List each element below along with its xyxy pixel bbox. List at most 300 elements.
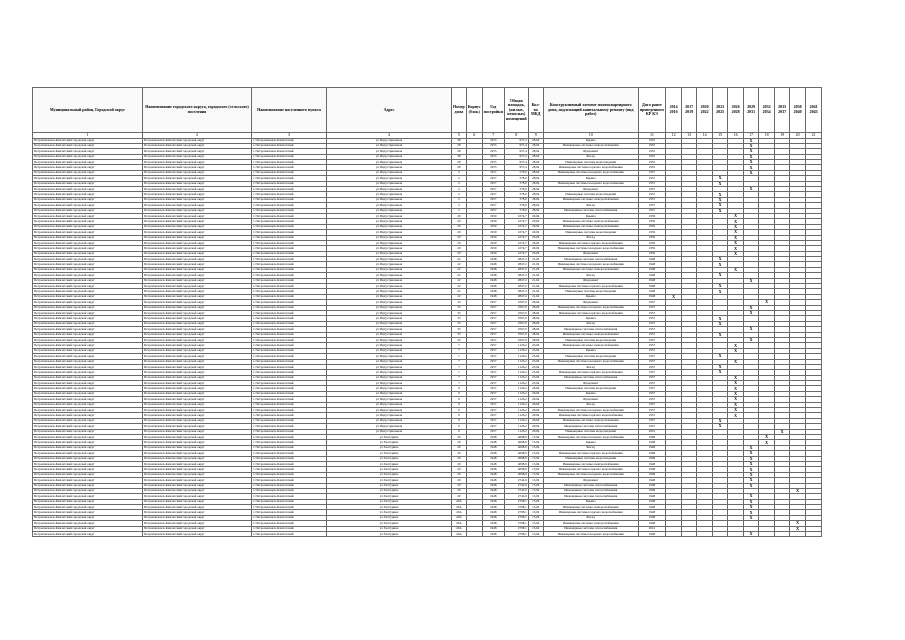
street-cell: ул Индустриальная [327, 246, 452, 251]
street-cell: ул Индустриальная [327, 418, 452, 423]
house-cell: 9 [452, 418, 467, 423]
date-cell: 1957 [638, 176, 665, 181]
period-mark: X [713, 316, 728, 321]
date-cell: 1959 [638, 213, 665, 218]
settlement-cell: Петропавловск-Камчатский городской округ [143, 478, 252, 483]
kmkd-cell: 15,04 [528, 456, 543, 461]
year-cell: 1959 [482, 230, 504, 235]
settlement-cell: Петропавловск-Камчатский городской округ [143, 359, 252, 364]
area-cell: 1126,2 [504, 364, 528, 369]
header-row [33, 88, 822, 133]
locality-cell: г. Петропавловск-Камчатский [252, 440, 327, 445]
settlement-cell: Петропавловск-Камчатский городской округ [143, 397, 252, 402]
date-cell: 1957 [638, 300, 665, 305]
street-cell: ул Индустриальная [327, 219, 452, 224]
area-cell: 2847,2 [504, 262, 528, 267]
locality-cell: г. Петропавловск-Камчатский [252, 364, 327, 369]
street-cell: ул Индустриальная [327, 337, 452, 342]
element-cell: Инженерные системы водоотведения [543, 192, 638, 197]
settlement-cell: Петропавловск-Камчатский городской округ [143, 332, 252, 337]
date-cell: 1948 [638, 483, 665, 488]
street-cell: ул Халтурина [327, 499, 452, 504]
settlement-cell: Петропавловск-Камчатский городской округ [143, 526, 252, 531]
element-cell: Инженерные системы теплоснабжения [543, 327, 638, 332]
period-mark: X [790, 521, 806, 526]
period-mark: X [713, 257, 728, 262]
year-cell: 1957 [482, 381, 504, 386]
element-cell: Инженерные системы холодного водоснабжения [543, 434, 638, 439]
period-mark: X [744, 278, 759, 283]
locality-cell: г. Петропавловск-Камчатский [252, 359, 327, 364]
street-cell: ул Индустриальная [327, 170, 452, 175]
street-cell: ул Индустриальная [327, 381, 452, 386]
year-cell: 1957 [482, 429, 504, 434]
locality-cell: г. Петропавловск-Камчатский [252, 187, 327, 192]
date-cell: 1957 [638, 348, 665, 353]
house-cell: 22 [452, 262, 467, 267]
street-cell: ул Индустриальная [327, 424, 452, 429]
period-mark: X [728, 224, 744, 229]
locality-cell: г. Петропавловск-Камчатский [252, 337, 327, 342]
period-mark: X [744, 143, 759, 148]
year-cell: 1948 [482, 510, 504, 515]
period-mark: X [744, 456, 759, 461]
district-cell: Петропавловск-Камчатский городской округ [33, 316, 143, 321]
kmkd-cell: 20,04 [528, 246, 543, 251]
area-cell: 4098,9 [504, 467, 528, 472]
house-cell: 28 [452, 160, 467, 165]
header-area: Общая площадь, (жилых, нежилых) помещений [504, 88, 528, 133]
kmkd-cell: 28,04 [528, 192, 543, 197]
house-cell: 22 [452, 267, 467, 272]
house-cell: 20 [452, 445, 467, 450]
locality-cell: г. Петропавловск-Камчатский [252, 397, 327, 402]
period-mark: X [713, 262, 728, 267]
locality-cell: г. Петропавловск-Камчатский [252, 208, 327, 213]
year-cell: 1957 [482, 408, 504, 413]
year-cell: 1957 [482, 348, 504, 353]
locality-cell: г. Петропавловск-Камчатский [252, 418, 327, 423]
kmkd-cell: 20,04 [528, 251, 543, 256]
year-cell: 1957 [482, 375, 504, 380]
settlement-cell: Петропавловск-Камчатский городской округ [143, 149, 252, 154]
year-cell: 1948 [482, 505, 504, 510]
date-cell: 1948 [638, 262, 665, 267]
street-cell: ул Индустриальная [327, 262, 452, 267]
settlement-cell: Петропавловск-Камчатский городской округ [143, 434, 252, 439]
settlement-cell: Петропавловск-Камчатский городской округ [143, 246, 252, 251]
element-cell: Фасад [543, 402, 638, 407]
house-cell: 33 [452, 332, 467, 337]
kmkd-cell: 15,04 [528, 483, 543, 488]
date-cell: 1948 [638, 267, 665, 272]
area-cell: 1126,2 [504, 375, 528, 380]
district-cell: Петропавловск-Камчатский городской округ [33, 219, 143, 224]
element-cell: Инженерные системы теплоснабжения [543, 375, 638, 380]
header-period-3: 2020 2022 [697, 88, 713, 133]
area-cell: 2708,1 [504, 505, 528, 510]
year-cell: 1948 [482, 257, 504, 262]
element-cell: Инженерные системы холодного водоснабжения [543, 472, 638, 477]
street-cell: ул Индустриальная [327, 327, 452, 332]
area-cell: 578,0 [504, 208, 528, 213]
settlement-cell: Петропавловск-Камчатский городской округ [143, 208, 252, 213]
element-cell: Инженерные системы водоотведения [543, 230, 638, 235]
period-mark: X [713, 424, 728, 429]
locality-cell: г. Петропавловск-Камчатский [252, 391, 327, 396]
element-cell: Инженерные системы горячего водоснабжения [543, 510, 638, 515]
year-cell: 1948 [482, 488, 504, 493]
district-cell: Петропавловск-Камчатский городской округ [33, 165, 143, 170]
period-mark: X [744, 305, 759, 310]
element-cell: Инженерные системы водоотведения [543, 456, 638, 461]
settlement-cell: Петропавловск-Камчатский городской округ [143, 348, 252, 353]
locality-cell: г. Петропавловск-Камчатский [252, 273, 327, 278]
district-cell: Петропавловск-Камчатский городской округ [33, 187, 143, 192]
year-cell: 1957 [482, 413, 504, 418]
period-mark: X [759, 300, 775, 305]
locality-cell: г. Петропавловск-Камчатский [252, 429, 327, 434]
area-cell: 2708,1 [504, 515, 528, 520]
area-cell: 1126,2 [504, 408, 528, 413]
locality-cell: г. Петропавловск-Камчатский [252, 521, 327, 526]
area-cell: 2708,1 [504, 499, 528, 504]
year-cell: 1948 [482, 451, 504, 456]
settlement-cell: Петропавловск-Камчатский городской округ [143, 262, 252, 267]
district-cell: Петропавловск-Камчатский городской округ [33, 451, 143, 456]
year-cell: 1957 [482, 386, 504, 391]
district-cell: Петропавловск-Камчатский городской округ [33, 521, 143, 526]
date-cell: 1959 [638, 224, 665, 229]
year-cell: 1959 [482, 235, 504, 240]
locality-cell: г. Петропавловск-Камчатский [252, 478, 327, 483]
locality-cell: г. Петропавловск-Камчатский [252, 413, 327, 418]
settlement-cell: Петропавловск-Камчатский городской округ [143, 230, 252, 235]
date-cell: 1955 [638, 165, 665, 170]
house-cell: 2 [452, 203, 467, 208]
period-mark: X [728, 386, 744, 391]
year-cell: 1957 [482, 187, 504, 192]
year-cell: 1948 [482, 267, 504, 272]
kmkd-cell: 28,04 [528, 197, 543, 202]
date-cell: 1955 [638, 138, 665, 143]
locality-cell: г. Петропавловск-Камчатский [252, 467, 327, 472]
date-cell: 1957 [638, 408, 665, 413]
district-cell: Петропавловск-Камчатский городской округ [33, 445, 143, 450]
house-cell: 2 [452, 176, 467, 181]
column-number: 4 [327, 133, 452, 139]
locality-cell: г. Петропавловск-Камчатский [252, 494, 327, 499]
header-address: Адрес [327, 88, 452, 133]
area-cell: 578,0 [504, 197, 528, 202]
year-cell: 1948 [482, 526, 504, 531]
period-mark: X [744, 138, 759, 143]
settlement-cell: Петропавловск-Камчатский городской округ [143, 413, 252, 418]
district-cell: Петропавловск-Камчатский городской округ [33, 235, 143, 240]
element-cell: Инженерные системы горячего водоснабжения [543, 165, 638, 170]
street-cell: ул Индустриальная [327, 154, 452, 159]
kmkd-cell: 15,04 [528, 461, 543, 466]
year-cell: 1948 [482, 472, 504, 477]
street-cell: ул Индустриальная [327, 203, 452, 208]
house-cell: 9 [452, 413, 467, 418]
element-cell: Инженерные системы электроснабжения [543, 332, 638, 337]
date-cell: 1955 [638, 160, 665, 165]
settlement-cell: Петропавловск-Камчатский городской округ [143, 364, 252, 369]
year-cell: 1957 [482, 181, 504, 186]
street-cell: ул Индустриальная [327, 300, 452, 305]
settlement-cell: Петропавловск-Камчатский городской округ [143, 510, 252, 515]
area-cell: 2567,0 [504, 332, 528, 337]
kmkd-cell: 15,04 [528, 532, 543, 537]
area-cell: 2742,6 [504, 483, 528, 488]
period-mark: X [728, 267, 744, 272]
header-period-10: 2041 2043 [806, 88, 822, 133]
street-cell: ул Индустриальная [327, 257, 452, 262]
house-cell: 20 [452, 434, 467, 439]
settlement-cell: Петропавловск-Камчатский городской округ [143, 257, 252, 262]
year-cell: 1957 [482, 208, 504, 213]
district-cell: Петропавловск-Камчатский городской округ [33, 257, 143, 262]
street-cell: ул Халтурина [327, 467, 452, 472]
street-cell: ул Индустриальная [327, 143, 452, 148]
district-cell: Петропавловск-Камчатский городской округ [33, 359, 143, 364]
locality-cell: г. Петропавловск-Камчатский [252, 515, 327, 520]
area-cell: 1126,2 [504, 429, 528, 434]
area-cell: 578,0 [504, 187, 528, 192]
street-cell: ул Индустриальная [327, 273, 452, 278]
element-cell: Инженерные системы теплоснабжения [543, 208, 638, 213]
kmkd-cell: 20,04 [528, 213, 543, 218]
locality-cell: г. Петропавловск-Камчатский [252, 445, 327, 450]
date-cell: 1948 [638, 440, 665, 445]
kmkd-cell: 21,04 [528, 278, 543, 283]
settlement-cell: Петропавловск-Камчатский городской округ [143, 456, 252, 461]
settlement-cell: Петропавловск-Камчатский городской округ [143, 235, 252, 240]
area-cell: 4098,9 [504, 440, 528, 445]
area-cell: 2847,2 [504, 284, 528, 289]
element-cell: Фасад [543, 515, 638, 520]
kmkd-cell: 28,04 [528, 337, 543, 342]
district-cell: Петропавловск-Камчатский городской округ [33, 488, 143, 493]
element-cell: Инженерные системы электроснабжения [543, 461, 638, 466]
settlement-cell: Петропавловск-Камчатский городской округ [143, 461, 252, 466]
year-cell: 1955 [482, 143, 504, 148]
area-cell: 1126,2 [504, 343, 528, 348]
area-cell: 957,4 [504, 160, 528, 165]
house-cell: 33 [452, 337, 467, 342]
date-cell: 1957 [638, 418, 665, 423]
house-cell: 20А [452, 515, 467, 520]
element-cell: Инженерные системы теплоснабжения [543, 257, 638, 262]
house-cell: 22 [452, 257, 467, 262]
street-cell: ул Халтурина [327, 478, 452, 483]
settlement-cell: Петропавловск-Камчатский городской округ [143, 354, 252, 359]
element-cell: Фасад [543, 273, 638, 278]
kmkd-cell: 21,04 [528, 289, 543, 294]
area-cell: 2567,0 [504, 305, 528, 310]
house-cell: 20 [452, 213, 467, 218]
year-cell: 1957 [482, 332, 504, 337]
period-mark: X [728, 402, 744, 407]
locality-cell: г. Петропавловск-Камчатский [252, 370, 327, 375]
area-cell: 1126,2 [504, 348, 528, 353]
date-cell: 1948 [638, 273, 665, 278]
settlement-cell: Петропавловск-Камчатский городской округ [143, 424, 252, 429]
element-cell: Инженерные системы горячего водоснабжения [543, 413, 638, 418]
year-cell: 1948 [482, 456, 504, 461]
element-cell: Инженерные системы холодного водоснабжения [543, 408, 638, 413]
capital-repair-table [32, 87, 822, 537]
element-cell: Инженерные системы холодного водоснабжения [543, 246, 638, 251]
kmkd-cell: 28,04 [528, 316, 543, 321]
year-cell: 1948 [482, 461, 504, 466]
locality-cell: г. Петропавловск-Камчатский [252, 294, 327, 299]
year-cell: 1955 [482, 138, 504, 143]
locality-cell: г. Петропавловск-Камчатский [252, 510, 327, 515]
street-cell: ул Индустриальная [327, 181, 452, 186]
locality-cell: г. Петропавловск-Камчатский [252, 461, 327, 466]
period-mark: X [744, 160, 759, 165]
date-cell: 1948 [638, 521, 665, 526]
settlement-cell: Петропавловск-Камчатский городской округ [143, 219, 252, 224]
element-cell: Инженерные системы водоотведения [543, 354, 638, 359]
year-cell: 1957 [482, 424, 504, 429]
date-cell: 1948 [638, 284, 665, 289]
period-mark: X [728, 408, 744, 413]
settlement-cell: Петропавловск-Камчатский городской округ [143, 418, 252, 423]
locality-cell: г. Петропавловск-Камчатский [252, 165, 327, 170]
area-cell: 578,0 [504, 181, 528, 186]
block-cell [466, 532, 482, 537]
kmkd-cell: 28,04 [528, 332, 543, 337]
kmkd-cell: 28,04 [528, 138, 543, 143]
district-cell: Петропавловск-Камчатский городской округ [33, 397, 143, 402]
area-cell: 2708,1 [504, 510, 528, 515]
period-mark: X [744, 451, 759, 456]
settlement-cell: Петропавловск-Камчатский городской округ [143, 370, 252, 375]
street-cell: ул Индустриальная [327, 165, 452, 170]
district-cell: Петропавловск-Камчатский городской округ [33, 192, 143, 197]
period-mark: X [713, 354, 728, 359]
locality-cell: г. Петропавловск-Камчатский [252, 219, 327, 224]
area-cell: 1126,2 [504, 381, 528, 386]
date-cell: 2012 [638, 526, 665, 531]
house-cell: 33 [452, 305, 467, 310]
house-cell: 20 [452, 230, 467, 235]
date-cell: 1957 [638, 364, 665, 369]
area-cell: 2567,0 [504, 300, 528, 305]
date-cell: 1948 [638, 289, 665, 294]
year-cell: 1959 [482, 224, 504, 229]
column-number: 17 [744, 133, 759, 139]
period-mark: X [713, 203, 728, 208]
area-cell: 957,4 [504, 149, 528, 154]
period-mark: X [744, 445, 759, 450]
year-cell: 1957 [482, 402, 504, 407]
year-cell: 1957 [482, 364, 504, 369]
element-cell: Инженерные системы электроснабжения [543, 267, 638, 272]
district-cell: Петропавловск-Камчатский городской округ [33, 251, 143, 256]
locality-cell: г. Петропавловск-Камчатский [252, 246, 327, 251]
year-cell: 1948 [482, 278, 504, 283]
period-mark: X [744, 494, 759, 499]
street-cell: ул Халтурина [327, 521, 452, 526]
area-cell: 2567,0 [504, 327, 528, 332]
kmkd-cell: 23,04 [528, 381, 543, 386]
settlement-cell: Петропавловск-Камчатский городской округ [143, 505, 252, 510]
house-cell: 20 [452, 467, 467, 472]
kmkd-cell: 15,04 [528, 526, 543, 531]
period-mark: X [790, 488, 806, 493]
year-cell: 1957 [482, 391, 504, 396]
element-cell: Инженерные системы теплоснабжения [543, 488, 638, 493]
settlement-cell: Петропавловск-Камчатский городской округ [143, 408, 252, 413]
settlement-cell: Петропавловск-Камчатский городской округ [143, 284, 252, 289]
period-cell [713, 532, 728, 537]
year-cell: 1957 [482, 203, 504, 208]
locality-cell: г. Петропавловск-Камчатский [252, 289, 327, 294]
element-cell: Инженерные системы водоотведения [543, 429, 638, 434]
kmkd-cell: 20,04 [528, 418, 543, 423]
house-cell: 20 [452, 251, 467, 256]
period-mark: X [728, 359, 744, 364]
house-cell: 2 [452, 192, 467, 197]
date-cell: 1948 [638, 488, 665, 493]
column-number: 18 [759, 133, 775, 139]
element-cell: Фундамент [543, 187, 638, 192]
date-cell: 1948 [638, 451, 665, 456]
column-number: 3 [252, 133, 327, 139]
district-cell: Петропавловск-Камчатский городской округ [33, 311, 143, 316]
locality-cell: г. Петропавловск-Камчатский [252, 224, 327, 229]
header-house: Номер дома [452, 88, 467, 133]
kmkd-cell: 20,04 [528, 240, 543, 245]
column-number: 5 [452, 133, 467, 139]
area-cell: 1126,2 [504, 354, 528, 359]
street-cell: ул Индустриальная [327, 224, 452, 229]
settlement-cell: Петропавловск-Камчатский городской округ [143, 170, 252, 175]
date-cell: 1957 [638, 311, 665, 316]
date-cell: 1948 [638, 499, 665, 504]
kmkd-cell: 20,04 [528, 235, 543, 240]
date-cell: 1948 [638, 505, 665, 510]
locality-cell: г. Петропавловск-Камчатский [252, 311, 327, 316]
kmkd-cell: 28,04 [528, 321, 543, 326]
header-period-8: 2035 2037 [775, 88, 790, 133]
street-cell: ул Халтурина [327, 456, 452, 461]
street-cell: ул Индустриальная [327, 408, 452, 413]
house-cell: 20А [452, 505, 467, 510]
period-mark: X [744, 505, 759, 510]
house-cell: 20 [452, 488, 467, 493]
area-cell: 1074,7 [504, 246, 528, 251]
kmkd-cell: 21,04 [528, 284, 543, 289]
kmkd-cell: 15,04 [528, 494, 543, 499]
element-cell: Инженерные системы водоотведения [543, 386, 638, 391]
street-cell: ул Халтурина [327, 461, 452, 466]
area-cell: 2567,0 [504, 316, 528, 321]
period-mark: X [744, 483, 759, 488]
locality-cell: г. Петропавловск-Камчатский [252, 381, 327, 386]
area-cell: 4098,9 [504, 434, 528, 439]
table-body [33, 138, 822, 537]
house-cell: 20 [452, 440, 467, 445]
district-cell: Петропавловск-Камчатский городской округ [33, 532, 143, 537]
element-cell: Инженерные системы электроснабжения [543, 505, 638, 510]
kmkd-cell: 15,04 [528, 499, 543, 504]
year-cell: 1955 [482, 149, 504, 154]
